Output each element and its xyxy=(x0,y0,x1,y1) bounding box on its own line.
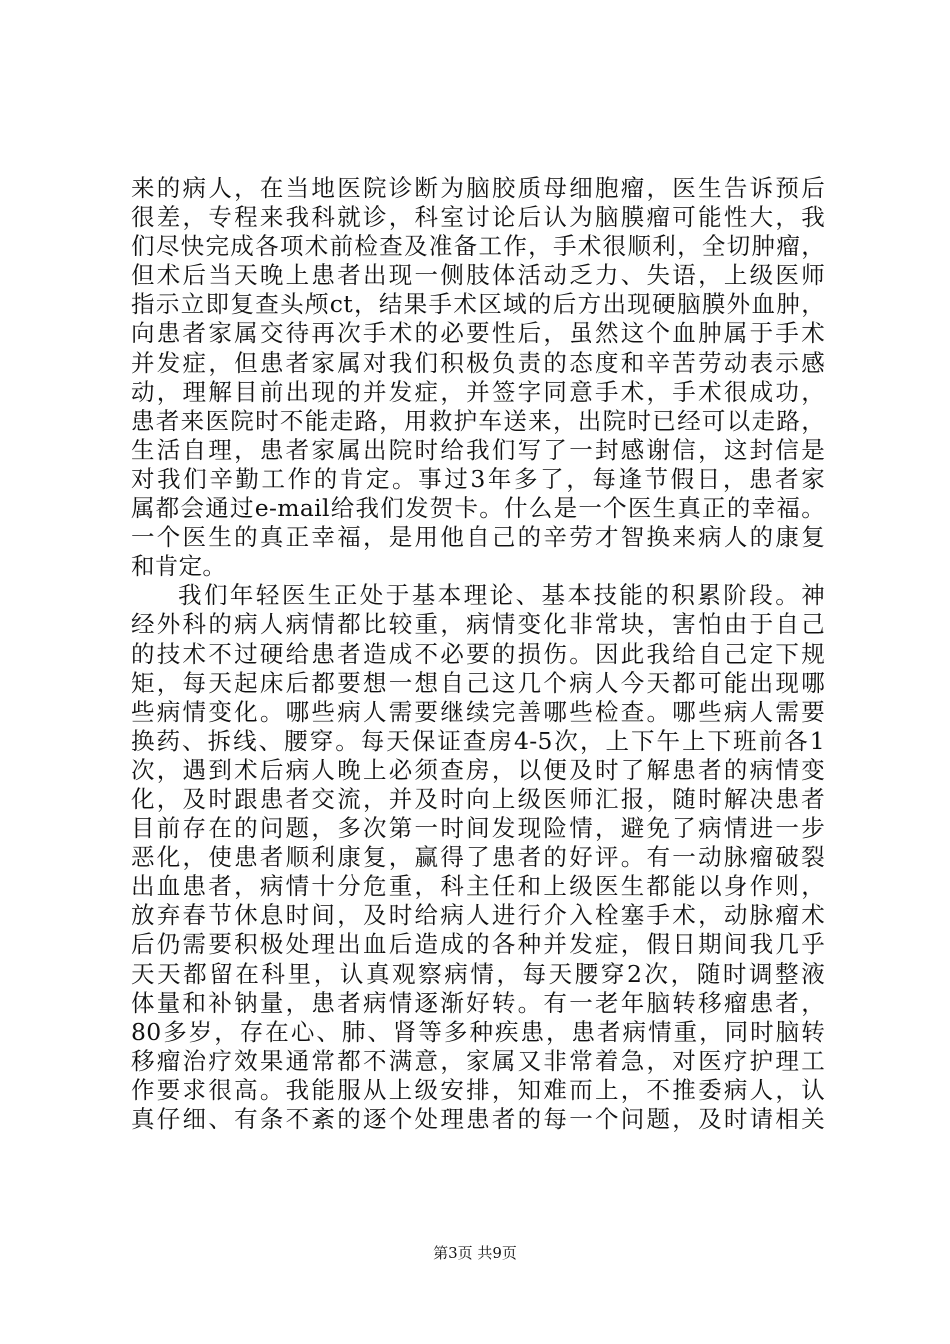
text-line: 生活自理，患者家属出院时给我们写了一封感谢信，这封信是 xyxy=(131,435,825,464)
text-line: 来的病人，在当地医院诊断为脑胶质母细胞瘤，医生告诉预后 xyxy=(131,174,825,202)
text-line: 指示立即复查头颅ct，结果手术区域的后方出现硬脑膜外血肿， xyxy=(131,290,825,319)
text-line: 的技术不过硬给患者造成不必要的损伤。因此我给自己定下规 xyxy=(131,639,825,668)
text-line: 天天都留在科里，认真观察病情，每天腰穿2次，随时调整液 xyxy=(131,959,825,988)
text-line: 些病情变化。哪些病人需要继续完善哪些检查。哪些病人需要 xyxy=(131,697,825,726)
text-line: 对我们辛勤工作的肯定。事过3年多了，每逢节假日，患者家 xyxy=(131,464,825,493)
paragraph xyxy=(131,174,825,581)
text-line: 一个医生的真正幸福，是用他自己的辛劳才智换来病人的康复 xyxy=(131,523,825,552)
text-line: 动，理解目前出现的并发症，并签字同意手术，手术很成功， xyxy=(131,377,825,406)
text-line: 后仍需要积极处理出血后造成的各种并发症，假日期间我几乎 xyxy=(131,930,825,959)
body-text xyxy=(131,174,825,1134)
text-line: 体量和补钠量，患者病情逐渐好转。有一老年脑转移瘤患者， xyxy=(131,988,825,1017)
text-line: 真仔细、有条不紊的逐个处理患者的每一个问题，及时请相关 xyxy=(131,1105,825,1133)
text-line: 作要求很高。我能服从上级安排，知难而上，不推委病人，认 xyxy=(131,1075,825,1104)
paragraph xyxy=(131,581,825,1134)
text-line: 但术后当天晚上患者出现一侧肢体活动乏力、失语，上级医师 xyxy=(131,261,825,290)
text-line: 向患者家属交待再次手术的必要性后，虽然这个血肿属于手术 xyxy=(131,319,825,348)
text-line: 我们年轻医生正处于基本理论、基本技能的积累阶段。神 xyxy=(178,581,825,610)
text-line: 目前存在的问题，多次第一时间发现险情，避免了病情进一步 xyxy=(131,814,825,843)
text-line: 很差，专程来我科就诊，科室讨论后认为脑膜瘤可能性大，我 xyxy=(131,203,825,232)
text-line: 80多岁，存在心、肺、肾等多种疾患，患者病情重，同时脑转 xyxy=(131,1017,825,1046)
text-line: 患者来医院时不能走路，用救护车送来，出院时已经可以走路， xyxy=(131,406,825,435)
text-line: 们尽快完成各项术前检查及准备工作，手术很顺利，全切肿瘤， xyxy=(131,232,825,261)
page-footer: 第3页 共9页 xyxy=(433,1244,517,1262)
text-line: 放弃春节休息时间，及时给病人进行介入栓塞手术，动脉瘤术 xyxy=(131,901,825,930)
text-line: 属都会通过e-mail给我们发贺卡。什么是一个医生真正的幸福。 xyxy=(131,494,825,523)
text-line: 出血患者，病情十分危重，科主任和上级医生都能以身作则， xyxy=(131,872,825,901)
text-line: 矩，每天起床后都要想一想自己这几个病人今天都可能出现哪 xyxy=(131,668,825,697)
text-line: 经外科的病人病情都比较重，病情变化非常块，害怕由于自己 xyxy=(131,610,825,639)
text-line: 次，遇到术后病人晚上必须查房，以便及时了解患者的病情变 xyxy=(131,755,825,784)
text-line: 化，及时跟患者交流，并及时向上级医师汇报，随时解决患者 xyxy=(131,784,825,813)
text-line: 和肯定。 xyxy=(131,552,227,581)
text-line: 恶化，使患者顺利康复，赢得了患者的好评。有一动脉瘤破裂 xyxy=(131,843,825,872)
text-line: 换药、拆线、腰穿。每天保证查房4-5次，上下午上下班前各1 xyxy=(131,726,825,755)
text-line: 移瘤治疗效果通常都不满意，家属又非常着急，对医疗护理工 xyxy=(131,1046,825,1075)
text-line: 并发症，但患者家属对我们积极负责的态度和辛苦劳动表示感 xyxy=(131,348,825,377)
